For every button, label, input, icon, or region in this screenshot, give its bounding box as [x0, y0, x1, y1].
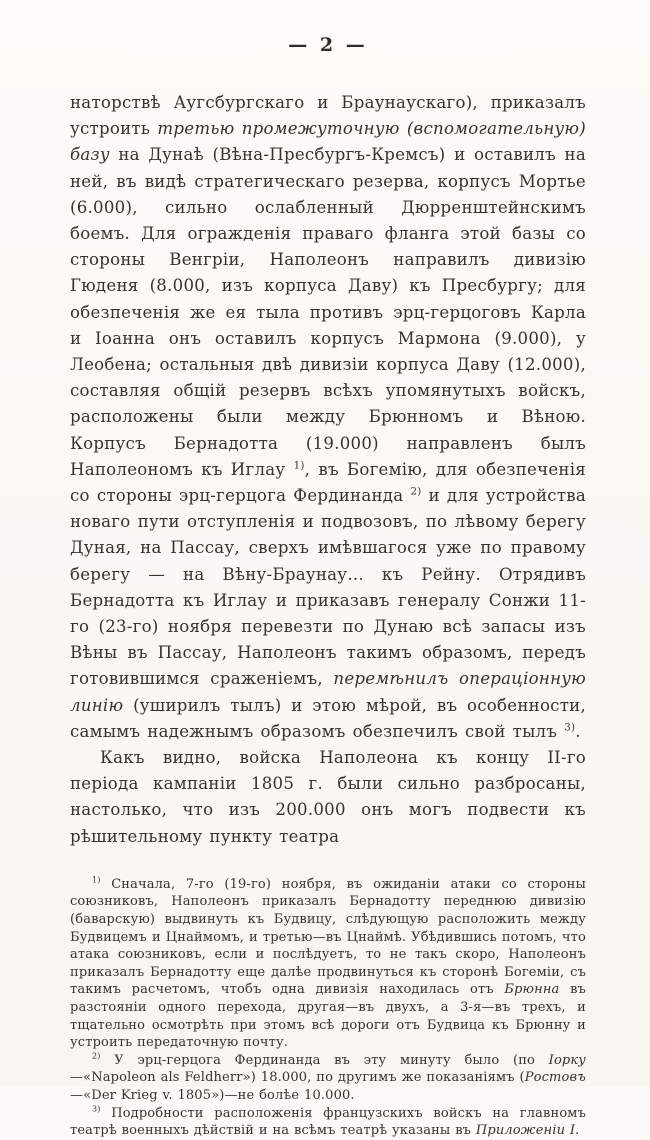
main-text [70, 90, 586, 850]
text-run: въ разстояніи одного перехода, другая—въ двухъ, а 3-я—въ трехъ, и тщательно осмотрѣть при этомъ всѣ дороги отъ Будвица къ Брюнну и устроить передаточную почту. [70, 982, 586, 1051]
text-run: (уширилъ тылъ) и этою мѣрой, въ особенности, самымъ надежнымъ образомъ обезпечилъ свой тылъ [70, 695, 586, 741]
emphasized-text: Іорку [548, 1052, 586, 1068]
text-run: Сначала, 7-го (19-го) ноября, въ ожиданіи атаки со стороны союзниковъ, Наполеонъ приказалъ Бернадотту переднюю дивизію (баварскую) выдвинуть къ Будвицу, слѣдующую расположить между Будвицемъ и Цнаймомъ, и третью—въ Цнаймѣ. Убѣдившись потомъ, что атака союзниковъ, если и послѣдуетъ, то не такъ скоро, Наполеонъ приказалъ Бернадотту еще далѣе продвинуться къ сторонѣ Богеміи, съ такимъ расчетомъ, чтобъ одна дивизія находилась отъ [70, 876, 586, 998]
emphasized-text: перемѣнилъ операціонную линію [70, 669, 586, 715]
footnote [70, 1052, 586, 1105]
footnote-ref: 1) [293, 459, 305, 472]
text-run: —«Der Krieg v. 1805»)—не болѣе 10.000. [70, 1088, 355, 1104]
footnote-marker: 1) [92, 875, 101, 885]
text-run: на Дунаѣ (Вѣна-Пресбургъ-Кремсъ) и оставилъ на ней, въ видѣ стратегическаго резерва, корпусъ Мортье (6.000), сильно ослабленный Дюрренштейнскимъ боемъ. Для огражденія праваго фланга этой базы со стороны Венгріи, Наполеонъ направилъ дивизію Гюденя (8.000, изъ корпуса Даву) къ Пресбургу; для обезпеченія же ея тыла противъ эрц-герцоговъ Карла и Іоанна онъ оставилъ корпусъ Мармона (9.000), у Леобена; остальныя двѣ дивизіи корпуса Даву (12.000), составляя общій резервъ всѣхъ упомянутыхъ войскъ, расположены были между Брюнномъ и Вѣною. Корпусъ Бернадотта (19.000) направленъ былъ Наполеономъ къ Иглау [70, 145, 586, 479]
footnote-ref: 2) [410, 485, 422, 498]
text-run: Какъ видно, войска Наполеона къ концу II-го періода кампаніи 1805 г. были сильно разбросаны, настолько, что изъ 200.000 онъ могъ подвести къ рѣшительному пункту театра [70, 748, 586, 846]
text-run: и для устройства новаго пути отступленія и подвозовъ, по лѣвому берегу Дуная, на Пассау, сверхъ имѣвшагося уже по правому берегу — на Вѣну-Браунау... къ Рейну. Отрядивъ Бернадотта къ Иглау и приказавъ генералу Сонжи 11-го (23-го) ноября перевезти по Дунаю всѣ запасы изъ Вѣны въ Пассау, Наполеонъ такимъ образомъ, передъ готовившимся сраженіемъ, [70, 486, 587, 689]
text-run: , въ Богемію, для обезпеченія со стороны эрц-герцога Фердинанда [70, 459, 586, 506]
text-run: Подробности расположенія французскихъ войскъ на главномъ театрѣ военныхъ дѣйствій и на всѣмъ театрѣ указаны въ [70, 1105, 586, 1139]
page-number: — 2 — [288, 34, 368, 56]
footnote [70, 1105, 586, 1140]
emphasized-text: Приложеніи I. [475, 1123, 580, 1139]
emphasized-text: третью промежуточную (вспомогательную) базу [70, 119, 587, 165]
footnote-marker: 3) [92, 1104, 101, 1114]
footnotes [70, 876, 586, 1140]
emphasized-text: Ростовъ [524, 1070, 586, 1086]
paragraph [70, 745, 586, 850]
paragraph [70, 90, 586, 745]
footnote-ref: 3) [564, 721, 576, 734]
text-run: . [575, 721, 581, 741]
footnote-marker: 2) [92, 1051, 101, 1061]
text-run: наторствѣ Аугсбургскаго и Браунаускаго), приказалъ устроить [70, 93, 586, 139]
footnote [70, 876, 586, 1052]
emphasized-text: Брюнна [504, 982, 560, 998]
text-run: —«Napoleon als Feldherr») 18.000, по другимъ же показаніямъ ( [70, 1070, 525, 1086]
text-run: У эрц-герцога Фердинанда въ эту минуту было (по [114, 1052, 549, 1068]
